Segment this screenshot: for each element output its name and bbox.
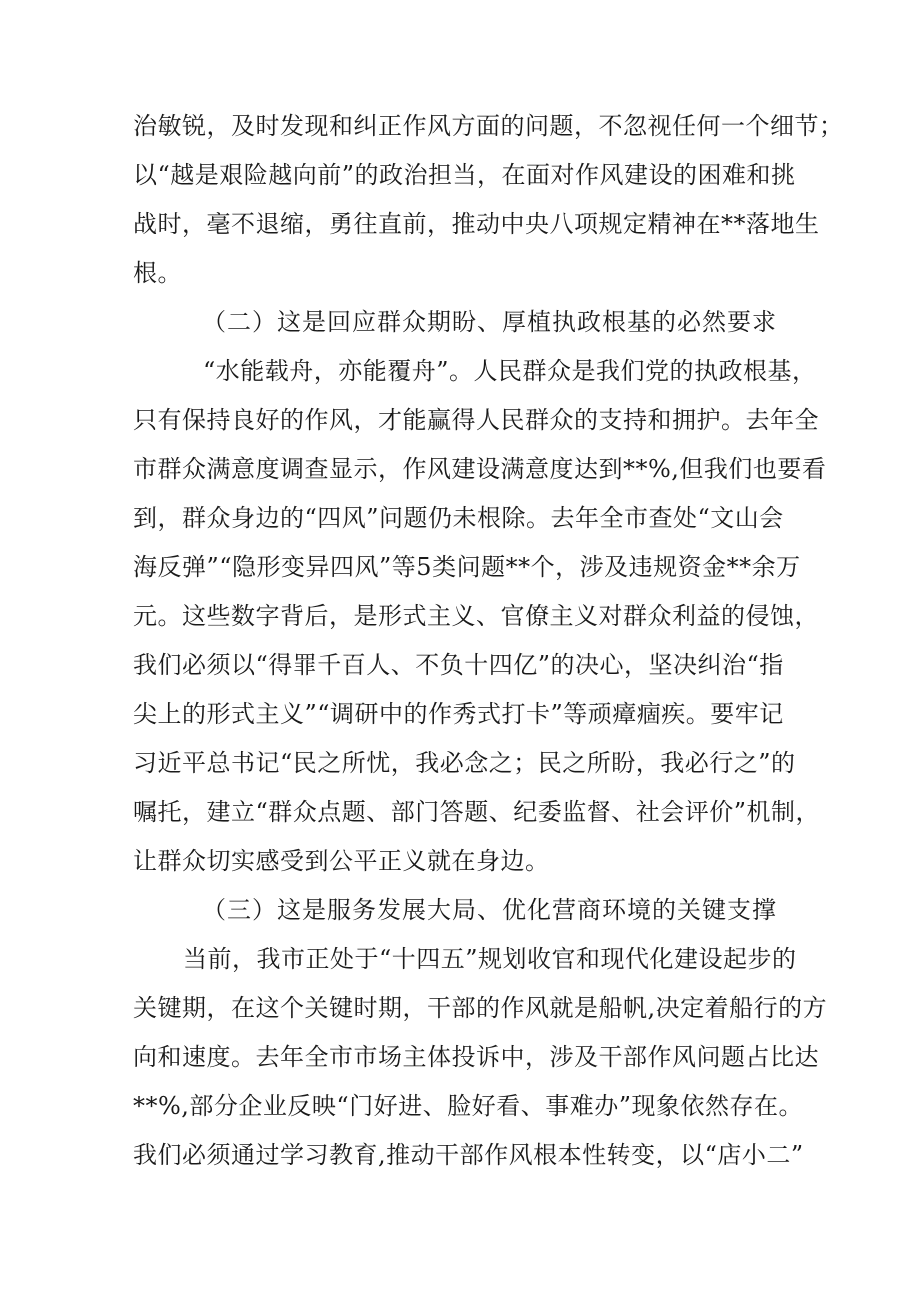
body-text-line: 让群众切实感受到公平正义就在身边。 [133, 847, 550, 875]
body-text-line: 尖上的形式主义”“调研中的作秀式打卡”等顽瘴痼疾。要牢记 [133, 700, 784, 728]
body-text-line: 治敏锐，及时发现和纠正作风方面的问题，不忽视任何一个细节； [133, 112, 844, 140]
body-text-line: **%,部分企业反映“门好进、脸好看、事难办”现象依然存在。 [133, 1092, 803, 1120]
body-text-line: 我们必须以“得罪千百人、不负十四亿”的决心，坚决纠治“指 [133, 651, 784, 679]
body-text-line: 向和速度。去年全市市场主体投诉中，涉及干部作风问题占比达 [133, 1043, 819, 1071]
body-text-line: 当前，我市正处于“十四五”规划收官和现代化建设起步的 [183, 945, 797, 973]
body-text-line: 关键期，在这个关键时期，干部的作风就是船帆,决定着船行的方 [133, 994, 828, 1022]
section-heading-3: （三）这是服务发展大局、优化营商环境的关键支撑 [202, 896, 777, 924]
body-text-line: 战时，毫不退缩，勇往直前，推动中央八项规定精神在**落地生 [133, 210, 820, 238]
body-text-line: 海反弹”“隐形变异四风”等5类问题**个，涉及违规资金**余万 [133, 553, 801, 581]
body-text-line: “水能载舟，亦能覆舟”。人民群众是我们党的执政根基， [203, 357, 817, 385]
body-text-line: 市群众满意度调查显示，作风建设满意度达到**%,但我们也要看 [133, 455, 827, 483]
document-body [133, 102, 844, 1180]
body-text-line: 嘱托，建立“群众点题、部门答题、纪委监督、社会评价”机制， [133, 798, 821, 826]
body-text-line: 元。这些数字背后，是形式主义、官僚主义对群众利益的侵蚀， [133, 602, 819, 630]
body-text-line: 我们必须通过学习教育,推动干部作风根本性转变，以“店小二” [133, 1141, 804, 1169]
body-text-line: 以“越是艰险越向前”的政治担当，在面对作风建设的困难和挑 [133, 161, 796, 189]
body-text-line: 习近平总书记“民之所忧，我必念之；民之所盼，我必行之”的 [133, 749, 796, 777]
body-text-line: 根。 [133, 259, 182, 287]
body-text-line: 到，群众身边的“四风”问题仍未根除。去年全市查处“文山会 [133, 504, 784, 532]
section-heading-2: （二）这是回应群众期盼、厚植执政根基的必然要求 [202, 308, 777, 336]
body-text-line: 只有保持良好的作风，才能赢得人民群众的支持和拥护。去年全 [133, 406, 819, 434]
